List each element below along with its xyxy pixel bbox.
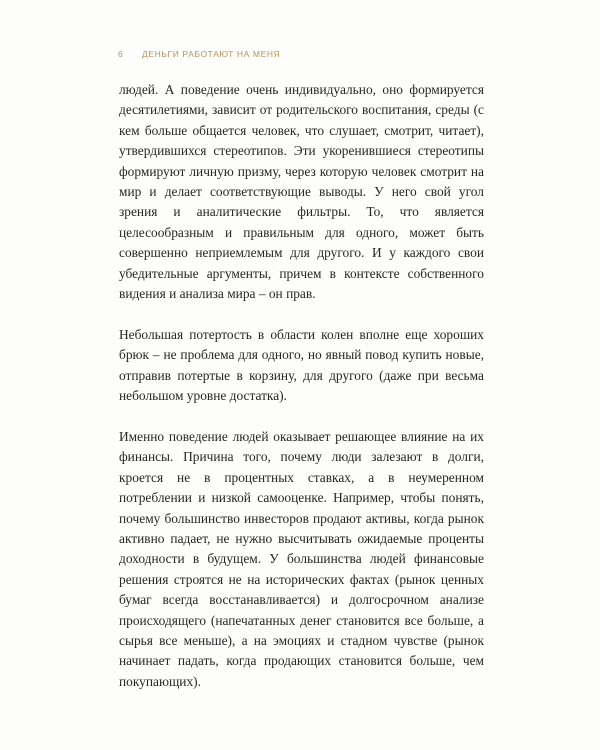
paragraph-2: Небольшая потертость в области колен вполне еще хороших брюк – не проблема для одного, но явный повод купить новые, отправив потертые в корзину, для другого (даже при весьма небольшом уровне достатка). — [119, 326, 484, 404]
paragraph-1: людей. А поведение очень индивидуально, оно формируется десятилетиями, зависит от родительского воспитания, среды (с кем больше общается человек, что слушает, смотрит, читает), утвердившихся стереотипов. Эти укоренившиеся стереотипы формируют личную призму, через которую человек смотрит на мир и делает соответствующие выводы. У него свой угол зрения и аналитические фильтры. То, что является целесообразным и правильным для одного, может быть совершенно неприемлемым для другого. И у каждого свои убедительные аргументы, причем в контексте собственного видения и анализа мира – он прав. — [119, 82, 484, 302]
body-text — [119, 80, 484, 713]
paragraph-3: Именно поведение людей оказывает решающее влияние на их финансы. Причина того, почему люди залезают в долги, кроется не в процентных ставках, а в неумеренном потреблении и низкой самооценке. Например, чтобы понять, почему большинство инвесторов продают активы, когда рынок активно падает, не нужно высчитывать ожидаемые проценты доходности в будущем. У большинства людей финансовые решения строятся не на исторических фактах (рынок ценных бумаг всегда восстанавливается) и долгосрочном анализе происходящего (напечатанных денег становится все больше, а сырья все меньше), а на эмоциях и стадном чувстве (рынок начинает падать, когда продающих становится больше, чем покупающих). — [119, 428, 484, 689]
running-title: ДЕНЬГИ РАБОТАЮТ НА МЕНЯ — [142, 49, 281, 59]
page-number: 6 — [118, 49, 124, 59]
running-header — [118, 49, 280, 59]
